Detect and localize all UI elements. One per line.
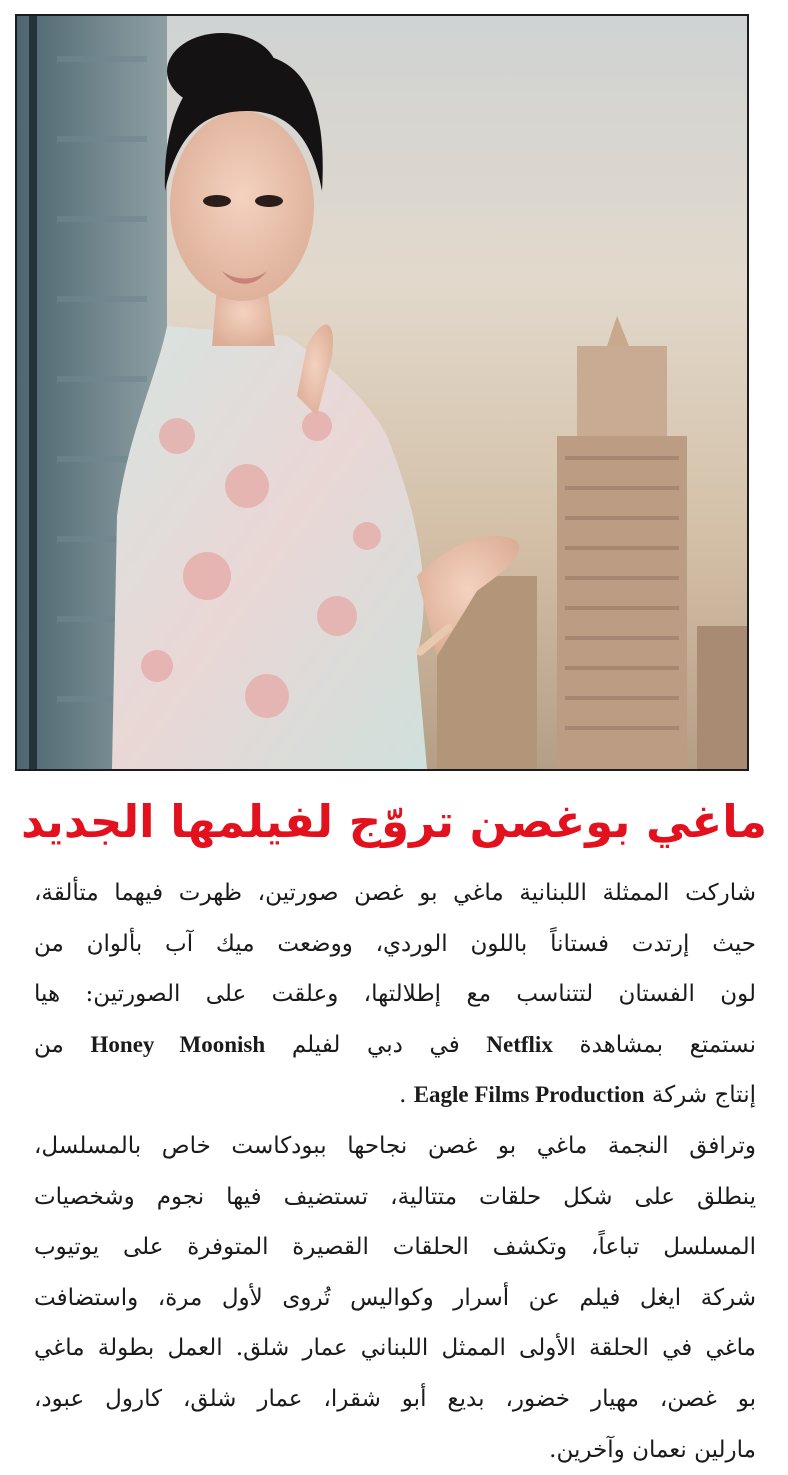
text-line: شاركت الممثلة اللبنانية ماغي بو غصن صورتين، ظهرت فيهما متألقة، [34, 880, 756, 906]
production-company: Eagle Films Production [413, 1082, 645, 1108]
text-line: بو غصن، مهيار خضور، بديع أبو شقرا، عمار شلق، كارول عبود، [34, 1385, 756, 1412]
text-fragment: إنتاج شركة [651, 1082, 756, 1109]
article-body [34, 868, 756, 1475]
text-line: شركة ايغل فيلم عن أسرار وكواليس تُروى لأول مرة، واستضافت [34, 1284, 756, 1311]
text-fragment: نستمتع بمشاهدة [579, 1031, 757, 1058]
text-fragment: . [399, 1082, 407, 1109]
film-title: Honey Moonish [90, 1031, 266, 1057]
window-frame-bar [29, 16, 37, 769]
text-line [34, 1070, 756, 1121]
text-fragment: في دبي لفيلم [291, 1031, 460, 1058]
paragraph-1 [34, 868, 756, 1121]
text-line: ينطلق على شكل حلقات متتالية، تستضيف فيها نجوم وشخصيات [34, 1183, 756, 1210]
text-line: وترافق النجمة ماغي بو غصن نجاحها ببودكاست خاص بالمسلسل، [34, 1132, 756, 1159]
portrait-photo-icon [17, 16, 747, 769]
text-line: المسلسل تباعاً، وتكشف الحلقات القصيرة المتوفرة على يوتيوب [34, 1234, 756, 1261]
text-fragment: من [34, 1031, 64, 1058]
article-headline: ماغي بوغصن تروّج لفيلمها الجديد [20, 795, 768, 848]
text-line: حيث إرتدت فستاناً باللون الوردي، ووضعت ميك آب بألوان من [34, 930, 756, 957]
text-line: ماغي في الحلقة الأولى الممثل اللبناني عمار شلق. العمل بطولة ماغي [34, 1335, 756, 1362]
paragraph-2 [34, 1121, 756, 1475]
text-line: لون الفستان لتتناسب مع إطلالتها، وعلقت على الصورتين: هيا [34, 981, 756, 1008]
article-photo [15, 14, 749, 771]
netflix-mention: Netflix [486, 1031, 553, 1057]
text-line: مارلين نعمان وآخرين. [549, 1436, 756, 1463]
text-line [34, 1020, 756, 1071]
